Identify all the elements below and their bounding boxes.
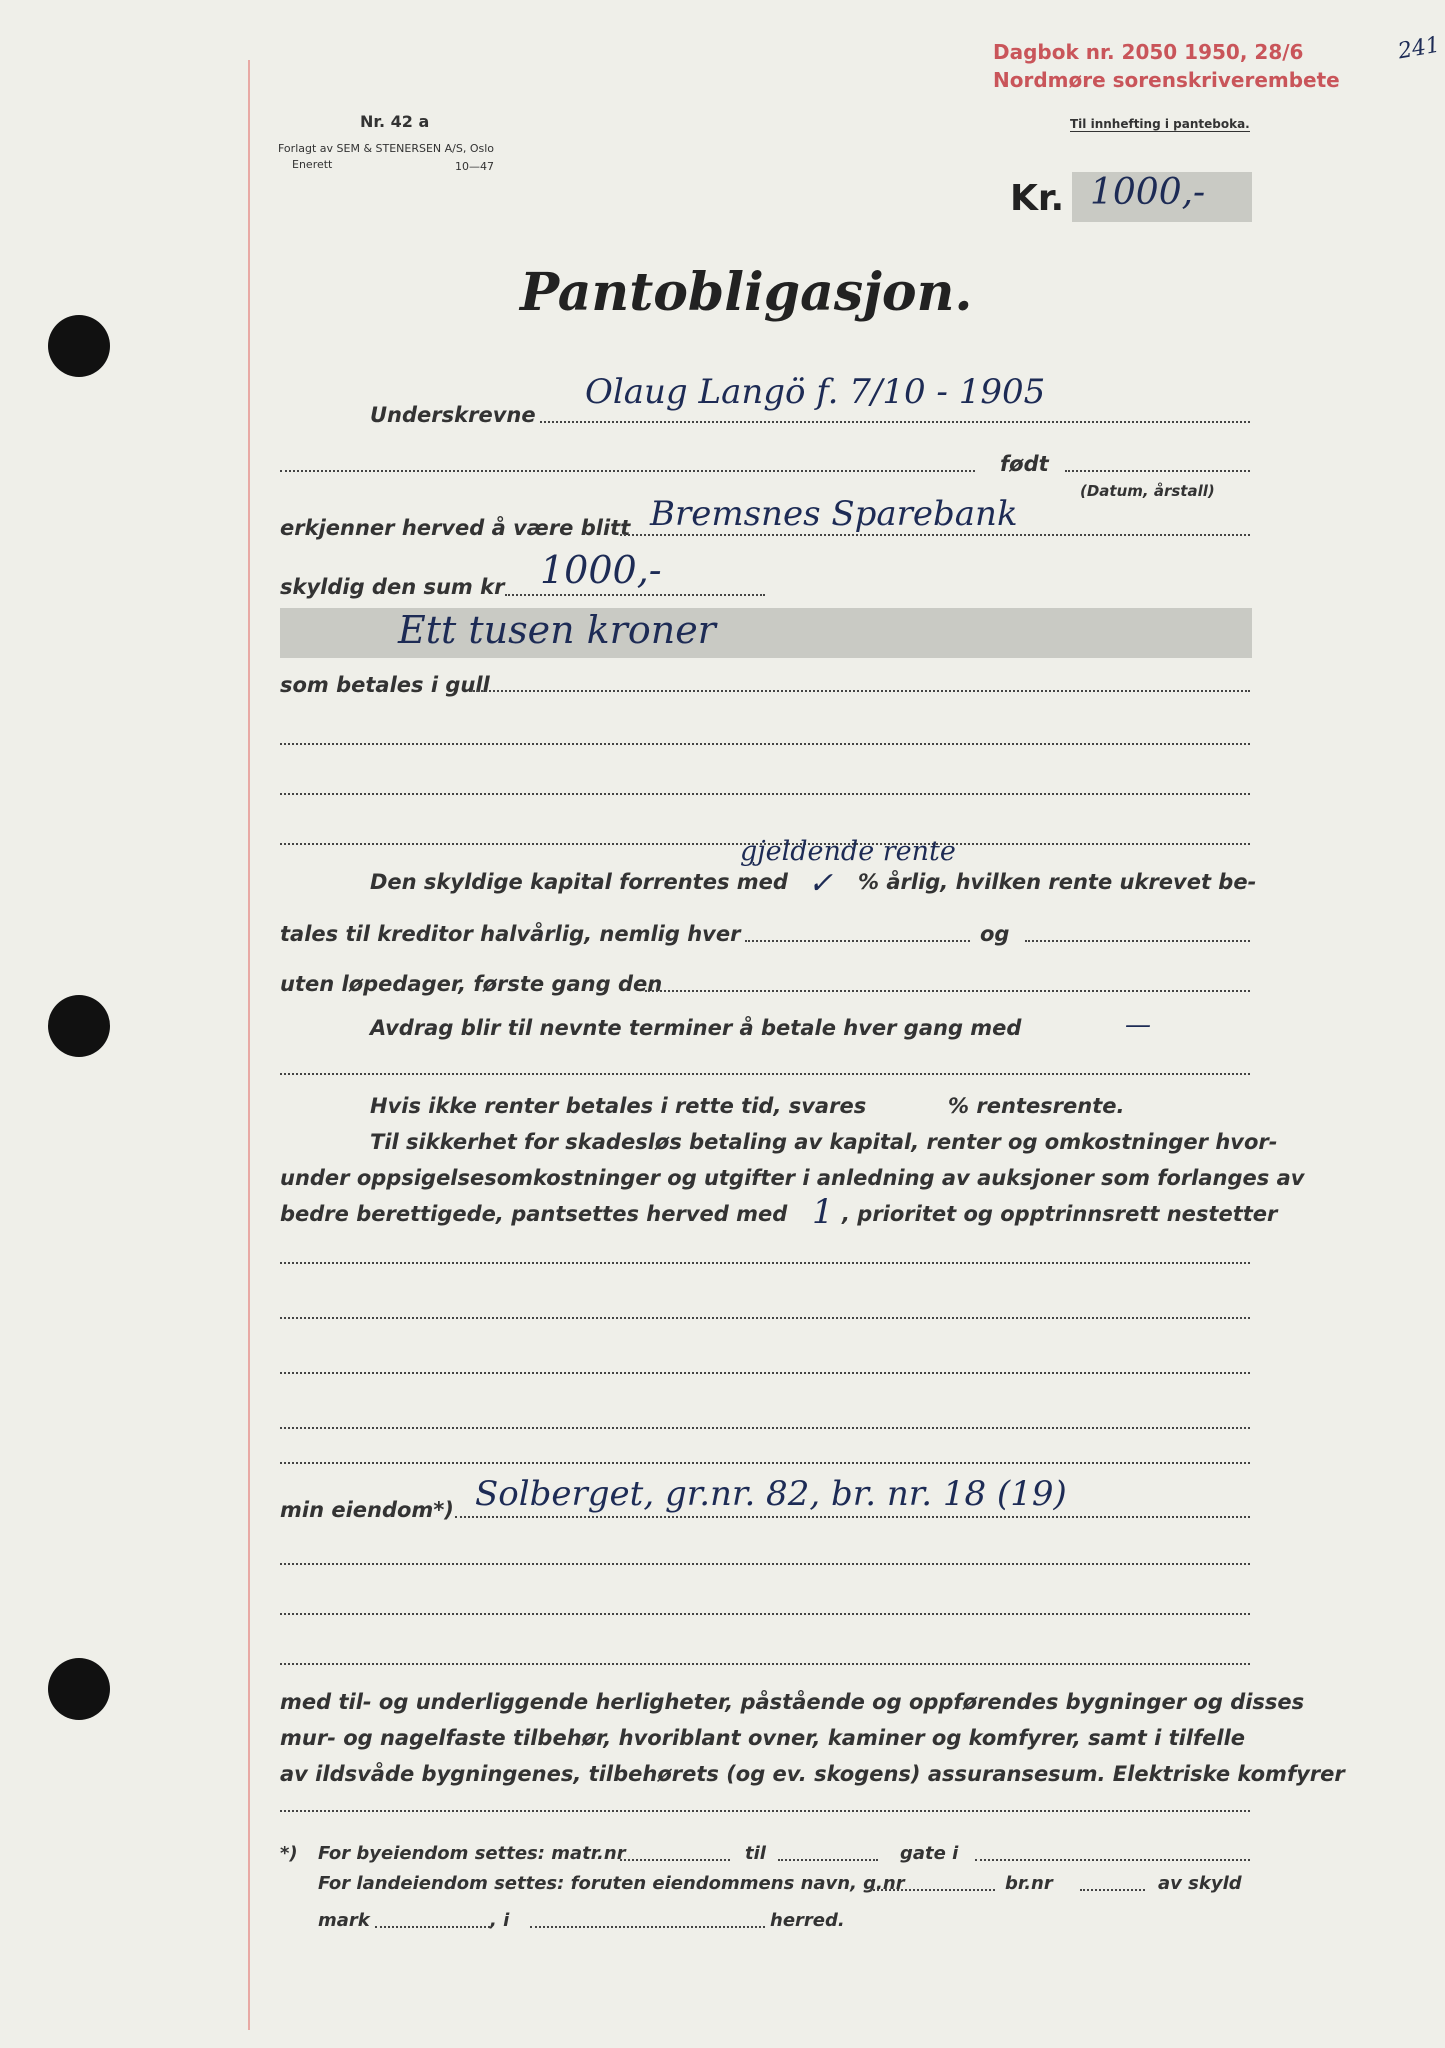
blank-line (280, 1462, 1250, 1464)
footnote-dots (375, 1926, 490, 1928)
footnote-2c: av skyld (1158, 1873, 1242, 1894)
form-number: Nr. 42 a (360, 112, 430, 131)
footnote-1a: For byeiendom settes: matr.nr (318, 1843, 626, 1864)
punch-hole (48, 1658, 110, 1720)
closing-line-3: av ildsvåde bygningenes, tilbehørets (og ev. skogens) assuransesum. Elektriske komfyrer (280, 1762, 1345, 1786)
blank-line (280, 1663, 1250, 1665)
gold-line (470, 690, 1250, 692)
sum-label: skyldig den sum kr (280, 575, 505, 599)
security-line-2: under oppsigelsesomkostninger og utgifter i anledning av auksjoner som forlanges av (280, 1166, 1305, 1190)
publisher-line-2: Enerett (292, 158, 333, 171)
footnote-dots (1080, 1889, 1145, 1891)
closing-line-1: med til- og underliggende herligheter, påstående og oppførendes bygninger og disses (280, 1690, 1305, 1714)
punch-hole (48, 315, 110, 377)
interest-text-2: % årlig, hvilken rente ukrevet be- (858, 870, 1257, 894)
security-line-3a: bedre berettigede, pantsettes herved med (280, 1202, 788, 1226)
undersigned-name: Olaug Langö f. 7/10 - 1905 (585, 372, 1046, 412)
interest-term-line (745, 940, 970, 942)
interest-and: og (980, 922, 1010, 946)
sum-words: Ett tusen kroner (398, 608, 716, 652)
blank-line (280, 793, 1250, 795)
blank-line (280, 1563, 1250, 1565)
kr-amount: 1000,- (1090, 172, 1206, 213)
undersigned-line-2 (280, 470, 975, 472)
interest-term-line-2 (1025, 940, 1250, 942)
footnote-mark: *) (280, 1843, 298, 1864)
undersigned-line (540, 421, 1250, 423)
property-line (455, 1516, 1250, 1518)
penalty-text-2: % rentesrente. (948, 1094, 1125, 1118)
punch-hole (48, 995, 110, 1057)
property-label: min eiendom*) (280, 1498, 454, 1522)
creditor-line (620, 534, 1250, 536)
penalty-text-1: Hvis ikke renter betales i rette tid, svares (370, 1094, 867, 1118)
creditor-label: erkjenner herved å være blitt (280, 516, 631, 540)
footnote-dots (530, 1926, 765, 1928)
stamp-line-2: Nordmøre sorenskriverembete (993, 68, 1340, 92)
kr-label: Kr. (1010, 178, 1065, 219)
born-line (1065, 470, 1250, 472)
security-line-1: Til sikkerhet for skadesløs betaling av kapital, renter og omkostninger hvor- (370, 1130, 1278, 1154)
closing-line-2: mur- og nagelfaste tilbehør, hvoriblant ovner, kaminer og komfyrer, samt i tilfelle (280, 1726, 1246, 1750)
security-line-3b: , prioritet og opptrinnsrett nestetter (842, 1202, 1278, 1226)
footnote-1b: til (745, 1843, 766, 1864)
blank-line (280, 1372, 1250, 1374)
margin-line (248, 60, 250, 2030)
footnote-dots (870, 1889, 995, 1891)
interest-rate: gjeldende rente (740, 836, 956, 867)
gold-label: som betales i gull (280, 673, 490, 697)
publisher-line-1: Forlagt av SEM & STENERSEN A/S, Oslo (278, 142, 495, 155)
blank-line (280, 1810, 1250, 1812)
first-date-line (645, 990, 1250, 992)
interest-text-3: tales til kreditor halvårlig, nemlig hver (280, 922, 741, 946)
sum-amount: 1000,- (540, 548, 662, 592)
footnote-3a: mark (318, 1910, 370, 1931)
stamp-line-1: Dagbok nr. 2050 1950, 28/6 (993, 40, 1304, 64)
footnote-2b: br.nr (1005, 1873, 1053, 1894)
installment-dash: — (1125, 1010, 1151, 1040)
property-value: Solberget, gr.nr. 82, br. nr. 18 (19) (475, 1474, 1067, 1514)
interest-check: ✓ (808, 866, 834, 901)
footnote-1c: gate i (900, 1843, 959, 1864)
footnote-dots (778, 1859, 878, 1861)
stamp-page-number: 241 (1396, 32, 1442, 65)
footnote-dots (975, 1859, 1250, 1861)
interest-text-1: Den skyldige kapital forrentes med (370, 870, 788, 894)
born-label: født (1000, 452, 1049, 476)
installment-text: Avdrag blir til nevnte terminer å betale hver gang med (370, 1016, 1022, 1040)
page-title: Pantobligasjon. (520, 262, 973, 323)
blank-line (280, 1613, 1250, 1615)
blank-line (280, 1427, 1250, 1429)
sum-line (505, 594, 765, 596)
publisher-code: 10—47 (455, 160, 494, 173)
interest-text-4: uten løpedager, første gang den (280, 972, 663, 996)
binding-note: Til innhefting i panteboka. (1070, 117, 1250, 131)
born-hint: (Datum, årstall) (1080, 482, 1215, 500)
priority-value: 1 (812, 1192, 834, 1232)
footnote-3b: , i (490, 1910, 510, 1931)
undersigned-label: Underskrevne (370, 403, 536, 427)
footnote-3c: herred. (770, 1910, 845, 1931)
blank-line (280, 743, 1250, 745)
footnote-dots (620, 1859, 730, 1861)
registry-stamp (993, 38, 1340, 94)
blank-line (280, 1073, 1250, 1075)
blank-line (280, 1262, 1250, 1264)
footnote-2a: For landeiendom settes: foruten eiendommens navn, g.nr (318, 1873, 905, 1894)
creditor-name: Bremsnes Sparebank (650, 494, 1018, 534)
blank-line (280, 1317, 1250, 1319)
